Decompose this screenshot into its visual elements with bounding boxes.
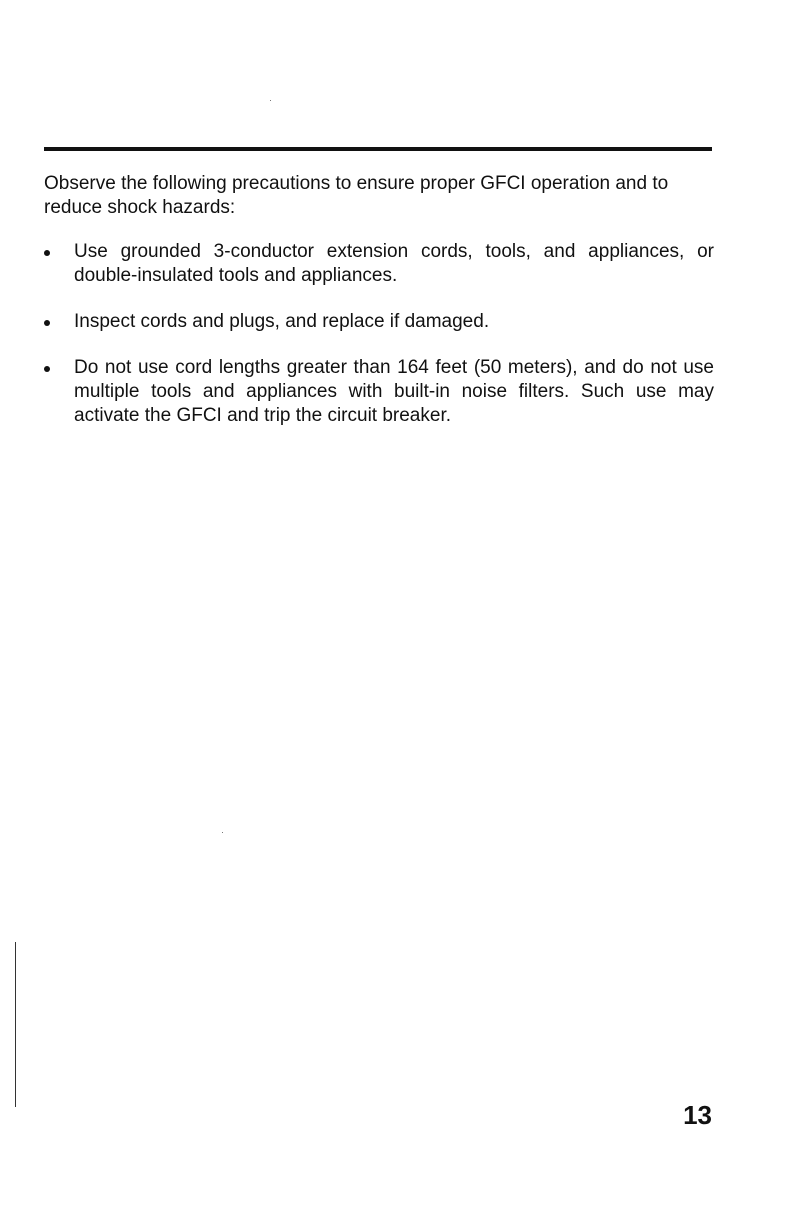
intro-paragraph: Observe the following precautions to ensure proper GFCI operation and to reduce shock hazards: [44,173,669,218]
scan-speck [222,832,223,833]
list-item [44,356,714,428]
bullet-icon [44,366,50,372]
precautions-list [44,240,714,450]
list-item-text: Use grounded 3-conductor extension cords, tools, and appliances, or double-insulated tools and appliances. [74,241,714,286]
scan-speck [270,100,271,101]
section-divider [44,147,712,151]
list-item-text: Do not use cord lengths greater than 164 feet (50 meters), and do not use multiple tools and appliances with built-in noise filters. Such use may activate the GFCI and trip the circuit breaker. [74,357,714,426]
list-item-text: Inspect cords and plugs, and replace if damaged. [74,311,490,332]
list-item [44,240,714,288]
bullet-icon [44,250,50,256]
list-item [44,310,714,334]
bullet-icon [44,320,50,326]
binding-edge-line [15,942,16,1107]
page-number: 13 [683,1100,712,1130]
